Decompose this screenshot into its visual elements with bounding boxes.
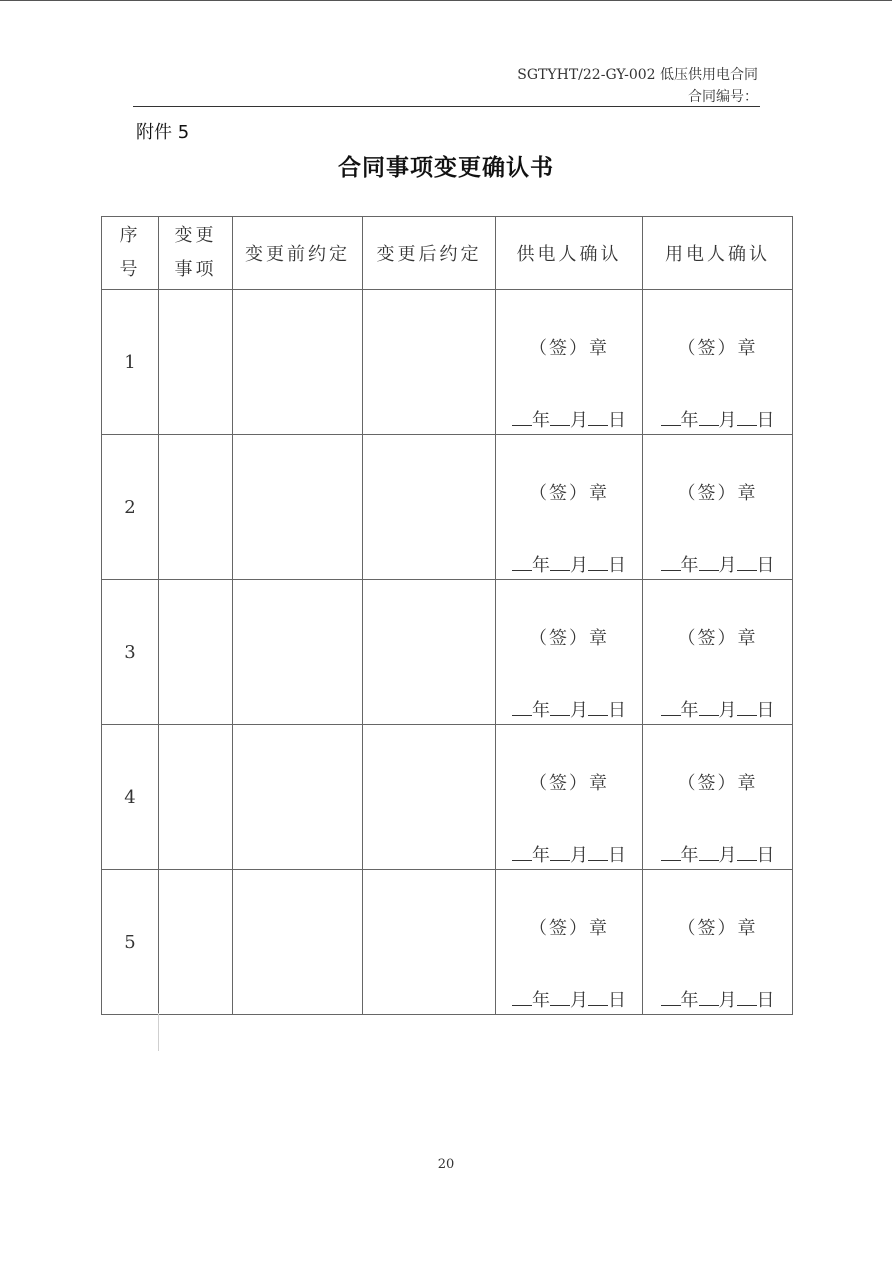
date-blank[interactable] — [699, 697, 719, 716]
date-blank[interactable] — [737, 407, 757, 426]
date-unit-day: 日 — [756, 555, 775, 576]
date-unit-year: 年 — [532, 410, 550, 431]
column-header-supplier-confirm: 供电人确认 — [496, 217, 643, 290]
supplier-confirm-cell[interactable] — [496, 870, 643, 1015]
column-header-change-item-line2: 事项 — [174, 259, 217, 280]
change-confirmation-table — [101, 216, 793, 1015]
date-blank[interactable] — [699, 987, 719, 1006]
date-blank[interactable] — [550, 987, 570, 1006]
consumer-confirm-cell[interactable] — [643, 870, 793, 1015]
header-divider — [133, 106, 760, 107]
change-item-cell[interactable] — [159, 435, 233, 580]
consumer-confirm-date-line — [643, 841, 792, 867]
column-header-change-item-line1: 变更 — [174, 225, 217, 246]
date-blank[interactable] — [512, 407, 532, 426]
table-row — [102, 435, 793, 580]
column-header-consumer-confirm: 用电人确认 — [643, 217, 793, 290]
page-top-border — [0, 0, 892, 1]
date-unit-month: 月 — [570, 845, 588, 866]
contract-number-label: 合同编号： — [688, 89, 758, 105]
consumer-confirm-cell[interactable] — [643, 725, 793, 870]
date-unit-month: 月 — [570, 555, 588, 576]
supplier-confirm-seal-label: （签）章 — [529, 338, 609, 359]
change-item-cell[interactable] — [159, 870, 233, 1015]
date-blank[interactable] — [588, 987, 608, 1006]
supplier-confirm-date-line — [496, 406, 642, 432]
change-item-cell[interactable] — [159, 580, 233, 725]
date-unit-month: 月 — [718, 700, 737, 721]
after-agreement-cell[interactable] — [363, 580, 496, 725]
date-unit-day: 日 — [608, 845, 626, 866]
date-unit-month: 月 — [570, 410, 588, 431]
table-row — [102, 725, 793, 870]
attachment-label: 附件 5 — [136, 122, 190, 143]
date-blank[interactable] — [512, 552, 532, 571]
date-blank[interactable] — [550, 407, 570, 426]
date-unit-year: 年 — [532, 845, 550, 866]
table-row — [102, 580, 793, 725]
date-unit-month: 月 — [570, 990, 588, 1011]
date-blank[interactable] — [588, 407, 608, 426]
date-blank[interactable] — [737, 987, 757, 1006]
column-header-seq-line2: 号 — [119, 259, 141, 280]
supplier-confirm-date-line — [496, 841, 642, 867]
supplier-confirm-cell[interactable] — [496, 725, 643, 870]
date-unit-year: 年 — [532, 555, 550, 576]
consumer-confirm-seal-label: （签）章 — [677, 338, 758, 359]
date-blank[interactable] — [661, 697, 681, 716]
date-blank[interactable] — [699, 842, 719, 861]
consumer-confirm-cell[interactable] — [643, 435, 793, 580]
consumer-confirm-seal-label: （签）章 — [677, 773, 758, 794]
date-unit-month: 月 — [718, 990, 737, 1011]
supplier-confirm-cell[interactable] — [496, 290, 643, 435]
date-blank[interactable] — [550, 842, 570, 861]
date-unit-day: 日 — [608, 555, 626, 576]
supplier-confirm-seal-label: （签）章 — [529, 773, 609, 794]
consumer-confirm-seal-label: （签）章 — [677, 918, 758, 939]
change-item-cell[interactable] — [159, 725, 233, 870]
row-seq-number: 2 — [102, 435, 159, 580]
supplier-confirm-date-line — [496, 551, 642, 577]
supplier-confirm-cell[interactable] — [496, 580, 643, 725]
date-blank[interactable] — [588, 842, 608, 861]
date-blank[interactable] — [550, 697, 570, 716]
supplier-confirm-date-line — [496, 986, 642, 1012]
consumer-confirm-date-line — [643, 551, 792, 577]
date-blank[interactable] — [699, 552, 719, 571]
consumer-confirm-date-line — [643, 696, 792, 722]
date-unit-day: 日 — [608, 990, 626, 1011]
page-number: 20 — [437, 1157, 455, 1172]
date-unit-year: 年 — [680, 700, 699, 721]
supplier-confirm-cell[interactable] — [496, 435, 643, 580]
column-header-after: 变更后约定 — [363, 217, 496, 290]
column-header-change-item — [159, 217, 233, 290]
date-blank[interactable] — [737, 842, 757, 861]
date-unit-month: 月 — [718, 555, 737, 576]
supplier-confirm-seal-label: （签）章 — [529, 628, 609, 649]
row-seq-number: 5 — [102, 870, 159, 1015]
date-blank[interactable] — [737, 697, 757, 716]
supplier-confirm-seal-label: （签）章 — [529, 483, 609, 504]
column-header-before: 变更前约定 — [233, 217, 363, 290]
date-blank[interactable] — [588, 552, 608, 571]
date-unit-year: 年 — [680, 555, 699, 576]
row-seq-number: 3 — [102, 580, 159, 725]
date-blank[interactable] — [550, 552, 570, 571]
date-unit-month: 月 — [570, 700, 588, 721]
date-unit-year: 年 — [680, 845, 699, 866]
date-blank[interactable] — [661, 987, 681, 1006]
supplier-confirm-seal-label: （签）章 — [529, 918, 609, 939]
date-blank[interactable] — [512, 842, 532, 861]
after-agreement-cell[interactable] — [363, 725, 496, 870]
row-seq-number: 1 — [102, 290, 159, 435]
table-header-row — [102, 217, 793, 290]
date-blank[interactable] — [661, 552, 681, 571]
table-row — [102, 870, 793, 1015]
page-title: 合同事项变更确认书 — [338, 155, 554, 181]
date-unit-day: 日 — [756, 700, 775, 721]
consumer-confirm-date-line — [643, 406, 792, 432]
before-agreement-cell[interactable] — [233, 290, 363, 435]
date-unit-month: 月 — [718, 845, 737, 866]
before-agreement-cell[interactable] — [233, 725, 363, 870]
consumer-confirm-cell[interactable] — [643, 580, 793, 725]
date-unit-day: 日 — [608, 410, 626, 431]
after-agreement-cell[interactable] — [363, 435, 496, 580]
consumer-confirm-seal-label: （签）章 — [677, 628, 758, 649]
date-blank[interactable] — [588, 697, 608, 716]
change-item-cell[interactable] — [159, 290, 233, 435]
supplier-confirm-date-line — [496, 696, 642, 722]
row-seq-number: 4 — [102, 725, 159, 870]
column-header-seq — [102, 217, 159, 290]
date-blank[interactable] — [512, 697, 532, 716]
contract-code-header: SGTYHT/22-GY-002 低压供用电合同 — [517, 67, 758, 83]
consumer-confirm-cell[interactable] — [643, 290, 793, 435]
date-unit-month: 月 — [718, 410, 737, 431]
date-unit-day: 日 — [756, 410, 775, 431]
consumer-confirm-date-line — [643, 986, 792, 1012]
table-overhang-line — [158, 1013, 159, 1051]
before-agreement-cell[interactable] — [233, 435, 363, 580]
date-unit-year: 年 — [680, 990, 699, 1011]
date-blank[interactable] — [699, 407, 719, 426]
date-blank[interactable] — [512, 987, 532, 1006]
after-agreement-cell[interactable] — [363, 290, 496, 435]
date-unit-year: 年 — [680, 410, 699, 431]
date-blank[interactable] — [737, 552, 757, 571]
date-unit-year: 年 — [532, 700, 550, 721]
date-unit-day: 日 — [608, 700, 626, 721]
consumer-confirm-seal-label: （签）章 — [677, 483, 758, 504]
after-agreement-cell[interactable] — [363, 870, 496, 1015]
date-unit-day: 日 — [756, 990, 775, 1011]
table-row — [102, 290, 793, 435]
before-agreement-cell[interactable] — [233, 580, 363, 725]
date-unit-year: 年 — [532, 990, 550, 1011]
before-agreement-cell[interactable] — [233, 870, 363, 1015]
date-blank[interactable] — [661, 842, 681, 861]
column-header-seq-line1: 序 — [119, 225, 141, 246]
date-unit-day: 日 — [756, 845, 775, 866]
date-blank[interactable] — [661, 407, 681, 426]
